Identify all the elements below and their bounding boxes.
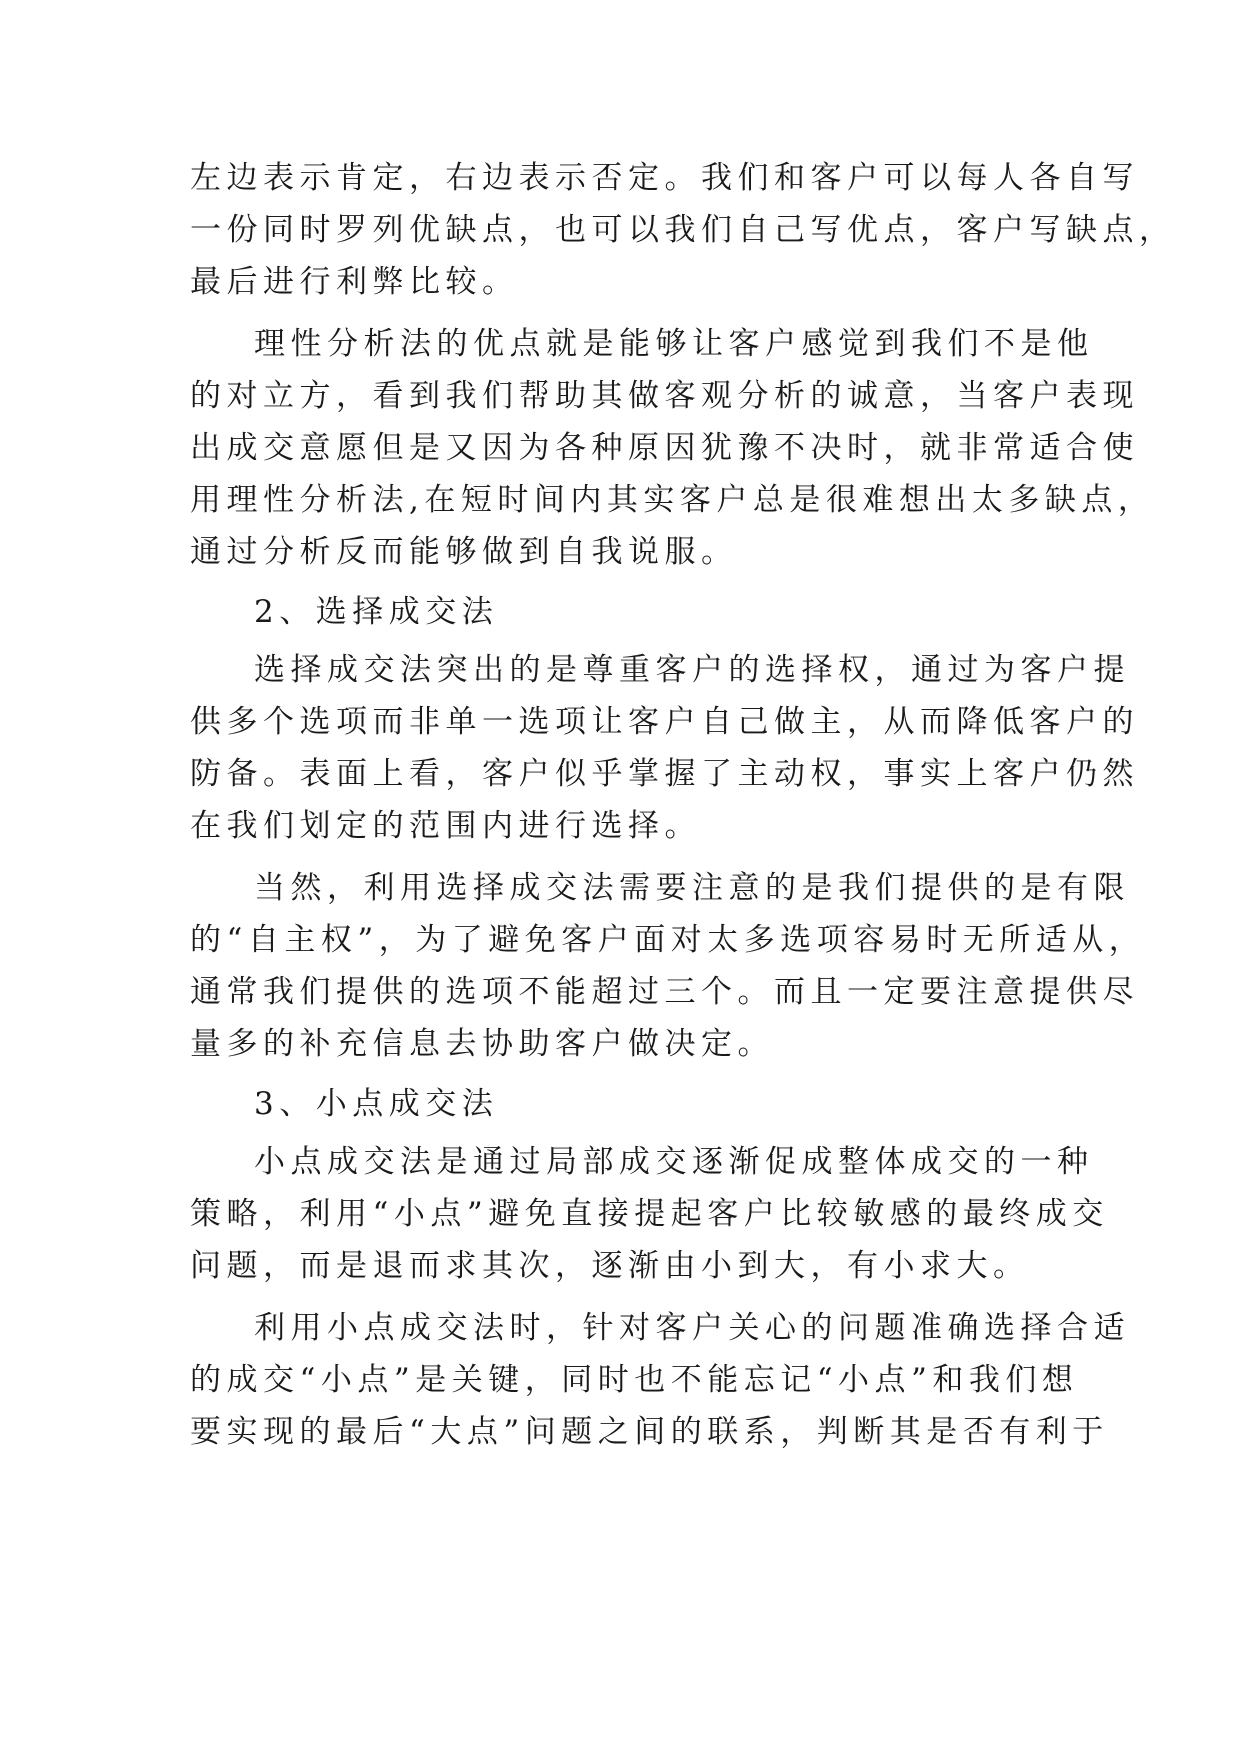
text-line: 最后进行利弊比较。 [190, 264, 519, 300]
text-line: 通过分析反而能够做到自我说服。 [190, 534, 738, 570]
text-line: 在我们划定的范围内进行选择。 [190, 808, 701, 844]
text-line: 通常我们提供的选项不能超过三个。而且一定要注意提供尽 [190, 974, 1139, 1010]
text-line: 策略，利用“小点”避免直接提起客户比较敏感的最终成交 [190, 1196, 1109, 1232]
paragraph-start-line: 小点成交法是通过局部成交逐渐促成整体成交的一种 [254, 1144, 1094, 1180]
text-line: 量多的补充信息去协助客户做决定。 [190, 1026, 774, 1062]
text-line: 要实现的最后“大点”问题之间的联系，判断其是否有利于 [190, 1414, 1109, 1450]
text-line: 左边表示肯定，右边表示否定。我们和客户可以每人各自写 [190, 160, 1139, 196]
text-line: 防备。表面上看，客户似乎掌握了主动权，事实上客户仍然 [190, 756, 1139, 792]
text-line: 用理性分析法,在短时间内其实客户总是很难想出太多缺点， [190, 482, 1155, 518]
text-line: 一份同时罗列优缺点，也可以我们自己写优点，客户写缺点， [190, 212, 1176, 248]
text-line: 问题，而是退而求其次，逐渐由小到大，有小求大。 [190, 1248, 1030, 1284]
paragraph-start-line: 选择成交法突出的是尊重客户的选择权，通过为客户提 [254, 652, 1130, 688]
paragraph-start-line: 当然，利用选择成交法需要注意的是我们提供的是有限 [254, 870, 1130, 906]
text-line: 供多个选项而非单一选项让客户自己做主，从而降低客户的 [190, 704, 1139, 740]
section-heading: 3、小点成交法 [254, 1086, 499, 1122]
text-line: 出成交意愿但是又因为各种原因犹豫不决时，就非常适合使 [190, 430, 1139, 466]
text-line: 的“自主权”，为了避免客户面对太多选项容易时无所适从， [190, 922, 1146, 958]
section-heading: 2、选择成交法 [254, 594, 499, 630]
text-line: 的成交“小点”是关键，同时也不能忘记“小点”和我们想 [190, 1362, 1079, 1398]
paragraph-start-line: 利用小点成交法时，针对客户关心的问题准确选择合适 [254, 1310, 1130, 1346]
text-line: 的对立方，看到我们帮助其做客观分析的诚意，当客户表现 [190, 378, 1139, 414]
paragraph-start-line: 理性分析法的优点就是能够让客户感觉到我们不是他 [254, 326, 1094, 362]
